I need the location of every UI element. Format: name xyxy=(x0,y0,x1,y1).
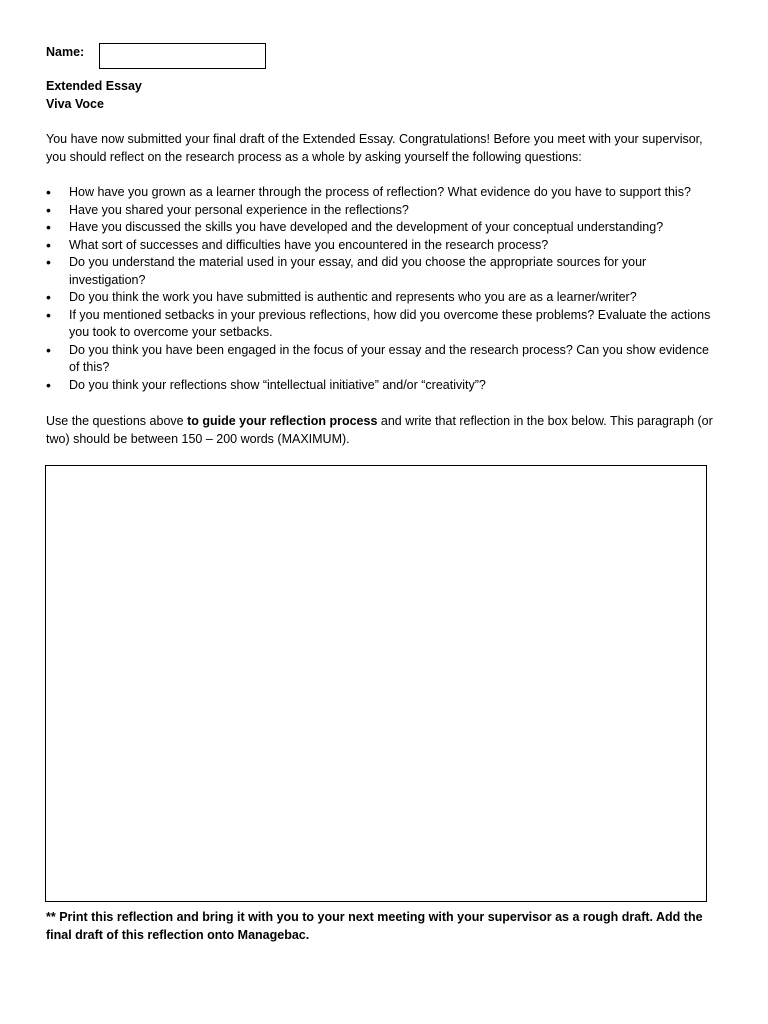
list-item: • Have you discussed the skills you have developed and the development of your conceptual understanding? xyxy=(46,219,722,237)
instruction-text-after: and write that reflection in the box below. This paragraph (or two) should be between 150 – 200 words (MAXIMUM). xyxy=(46,414,713,446)
list-item: • Do you understand the material used in your essay, and did you choose the appropriate sources for your investigation? xyxy=(46,254,722,289)
list-item: • What sort of successes and difficulties have you encountered in the research process? xyxy=(46,237,722,255)
list-item: • If you mentioned setbacks in your previous reflections, how did you overcome these problems? Evaluate the actions you took to overcome your setbacks. xyxy=(46,307,722,342)
footnote: ** Print this reflection and bring it with you to your next meeting with your supervisor as a rough draft. Add the final draft of this reflection onto Managebac. xyxy=(46,910,703,942)
name-row xyxy=(46,43,266,71)
question-list xyxy=(46,184,722,394)
list-item: • Do you think you have been engaged in the focus of your essay and the research process? Can you show evidence of this? xyxy=(46,342,722,377)
list-item: • Do you think your reflections show “intellectual initiative” and/or “creativity”? xyxy=(46,377,722,395)
intro-paragraph: You have now submitted your final draft of the Extended Essay. Congratulations! Before you meet with your supervisor, you should reflect on the research process as a whole by asking yourself the following questions: xyxy=(46,132,703,164)
instruction-paragraph xyxy=(46,413,718,448)
name-label: Name: xyxy=(46,45,85,59)
name-field[interactable] xyxy=(99,43,266,69)
list-item: • Do you think the work you have submitted is authentic and represents who you are as a learner/writer? xyxy=(46,289,722,307)
instruction-text-before: Use the questions above xyxy=(46,414,188,428)
instruction-text-bold: to guide your reflection process xyxy=(187,414,378,428)
list-item: • How have you grown as a learner through the process of reflection? What evidence do you have to support this? xyxy=(46,184,722,202)
document-title: Extended Essay xyxy=(46,79,142,93)
reflection-box[interactable] xyxy=(45,465,707,902)
list-item: • Have you shared your personal experience in the reflections? xyxy=(46,202,722,220)
document-subtitle: Viva Voce xyxy=(46,97,104,111)
